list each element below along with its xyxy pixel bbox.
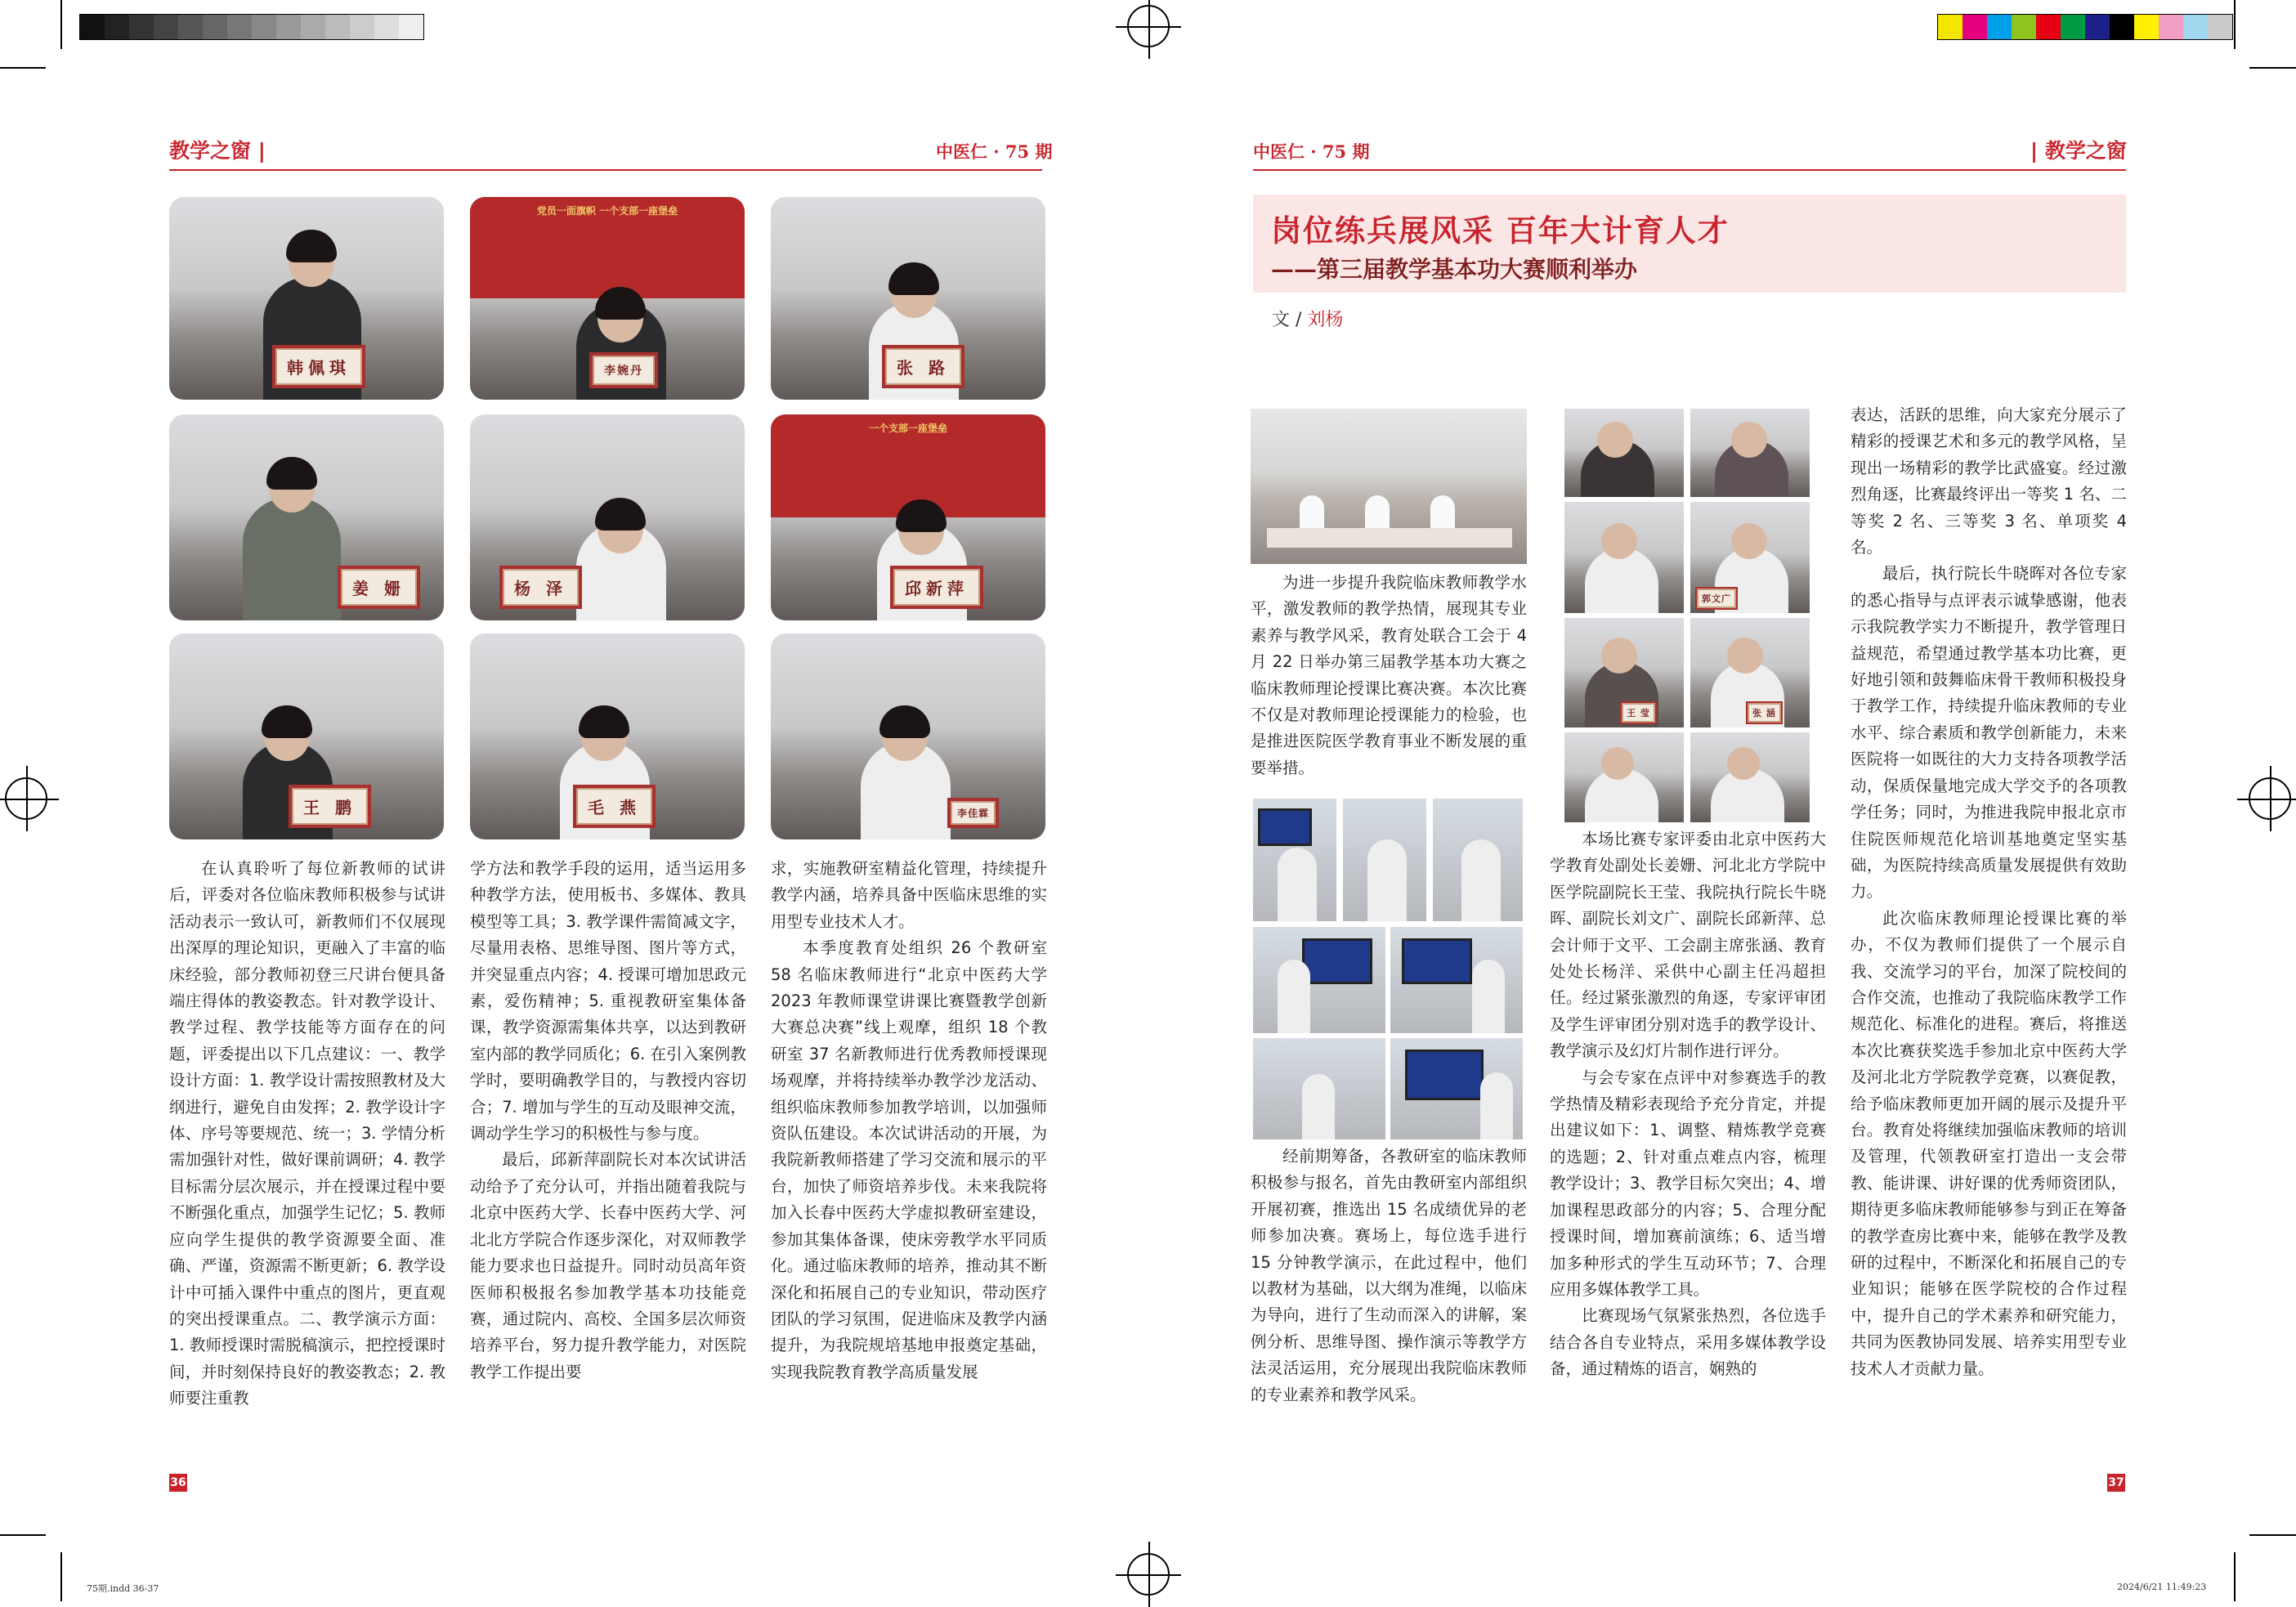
article-title: 岗位练兵展风采 百年大计育人才: [1271, 213, 1730, 248]
photo-judge-6: [1690, 618, 1810, 727]
photo-lecturer-4: [169, 414, 444, 620]
left-text-column-1: [169, 856, 445, 1412]
photo-lecturer-1: [169, 197, 444, 400]
photo-lecturer-6: [771, 414, 1045, 620]
left-text-column-3: [771, 856, 1047, 1385]
photo-classroom: [1251, 409, 1527, 564]
left-section-title: 教学之窗 |: [169, 139, 266, 163]
photo-lecturer-2: [470, 197, 745, 400]
photo-speaker-5: [1390, 927, 1523, 1033]
photo-judge-4: [1690, 502, 1810, 613]
paragraph: 最后，邱新萍副院长对本次试讲活动给予了充分认可，并指出随着我院与北京中医药大学、长春中医药大学、河北北方学院合作逐步深化，对双师教学能力要求也日益提升。同时动员高年资医师积极报名参加教学基本功技能竞赛，通过院内、高校、全国多层次师资培养平台，努力提升教学能力，对医院教学工作提出要: [470, 1150, 746, 1381]
registration-mark-top: [1127, 5, 1170, 47]
crop-mark: [60, 1552, 62, 1601]
photo-speaker-3: [1433, 799, 1523, 921]
crop-mark: [2249, 1534, 2296, 1536]
nameplate: 姜 姗: [341, 569, 417, 606]
party-banner-text: 党员一面旗帜 一个支部一座堡垒: [536, 205, 678, 217]
nameplate: 王 鹏: [292, 788, 368, 825]
photo-speaker-2: [1343, 799, 1426, 921]
nameplate: 李佳霖: [951, 801, 996, 825]
nameplate: 杨 泽: [503, 569, 579, 606]
photo-speaker-6: [1253, 1038, 1385, 1139]
paragraph: 此次临床教师理论授课比赛的举办，不仅为教师们提供了一个展示自我、交流学习的平台，加深了院校间的合作交流，也推动了我院临床教学工作规范化、标准化的进程。赛后，将推送本次比赛获奖选手参加北京中医药大学及河北北方学院教学竞赛，以赛促教，给予临床教师更加开阔的展示及提升平台。教育处将继续加强临床教师的培训及管理，代领教研室打造出一支会带教、能讲课、讲好课的优秀师资团队，期待更多临床教师能够参与到正在筹备的教学查房比赛中来，能够在教学及教研的过程中，不断深化和拓展自己的专业知识；能够在医学院校的合作过程中，提升自己的学术素养和研究能力，共同为医教协同发展、培养实用型专业技术人才贡献力量。: [1851, 908, 2127, 1378]
nameplate: 李婉丹: [593, 356, 655, 385]
photo-judge-8: [1690, 732, 1810, 822]
crop-mark: [0, 67, 46, 69]
right-header-rule: [1253, 169, 2126, 171]
party-banner-text: 一个支部一座堡垒: [868, 423, 947, 434]
author-prefix: 文 /: [1272, 310, 1308, 330]
article-author: [1272, 306, 1343, 331]
paragraph: 学方法和教学手段的运用，适当运用多种教学方法，使用板书、多媒体、教具模型等工具；3. 教学课件需简减文字，尽量用表格、思维导图、图片等方式，并突显重点内容；4. 授课可增加思政元素，爱伤精神；5. 重视教研室集体备课，教学资源需集体共享，以达到教研室内部的教学同质化；6. 在引入案例教学时，要明确教学目的，与教授内容切合；7. 增加与学生的互动及眼神交流，调动学生学习的积极性与参与度。: [470, 859, 746, 1144]
footer-file-name: 75期.indd 36-37: [87, 1583, 159, 1594]
paragraph: 求，实施教研室精益化管理，持续提升教学内涵，培养具备中医临床思维的实用型专业技术人才。: [771, 859, 1047, 931]
color-calibration-bar: [1937, 14, 2233, 40]
nameplate: 张 路: [885, 348, 961, 385]
left-header-rule: [169, 169, 1042, 171]
paragraph: 表达，活跃的思维，向大家充分展示了精彩的授课艺术和多元的教学风格，呈现出一场精彩的教学比武盛宴。经过激烈角逐，比赛最终评出一等奖 1 名、二等奖 2 名、三等奖 3 名、单项奖 4 名。: [1851, 405, 2127, 557]
paragraph: 为进一步提升我院临床教师教学水平，激发教师的教学热情，展现其专业素养与教学风采，教育处联合工会于 4 月 22 日举办第三届教学基本功大赛之临床教师理论授课比赛决赛。本次比赛不仅是对教师理论授课能力的检验，也是推进医院医学教育事业不断发展的重要举措。: [1251, 573, 1527, 777]
photo-judge-7: [1564, 732, 1684, 822]
left-issue-label: 中医仁 · 75 期: [936, 141, 1053, 162]
right-text-column-2: [1550, 826, 1826, 1383]
crop-mark: [2249, 67, 2296, 69]
right-issue-label: 中医仁 · 75 期: [1253, 141, 1370, 162]
photo-lecturer-8: [470, 633, 745, 839]
author-name: 刘杨: [1307, 310, 1344, 330]
photo-lecturer-7: [169, 633, 444, 839]
photo-lecturer-9: [771, 633, 1045, 839]
right-section-label: 教学之窗: [2044, 139, 2127, 163]
photo-judge-5: [1564, 618, 1684, 727]
nameplate: 张 涵: [1748, 703, 1781, 723]
right-text-column-1: [1251, 570, 1527, 781]
photo-lecturer-3: [771, 197, 1045, 400]
photo-speaker-1: [1253, 799, 1336, 921]
photo-lecturer-5: [470, 414, 745, 620]
paragraph: 本场比赛专家评委由北京中医药大学教育处副处长姜姗、河北北方学院中医学院副院长王莹、我院执行院长牛晓晖、副院长刘文广、副院长邱新萍、总会计师于文平、工会副主席张涵、教育处处长杨洋、采供中心副主任冯超担任。经过紧张激烈的角逐，专家评审团及学生评审团分别对选手的教学设计、教学演示及幻灯片制作进行评分。: [1550, 830, 1826, 1061]
left-text-column-2: [470, 856, 746, 1385]
grayscale-calibration-bar: [79, 14, 424, 40]
crop-mark: [2234, 0, 2236, 49]
footer-timestamp: 2024/6/21 11:49:23: [2117, 1582, 2207, 1592]
right-text-column-3: [1851, 402, 2127, 1382]
photo-speaker-4: [1253, 927, 1385, 1033]
article-title-box: [1253, 195, 2126, 293]
photo-judge-1: [1564, 409, 1684, 497]
paragraph: 比赛现场气氛紧张热烈，各位选手结合各自专业特点，采用多媒体教学设备，通过精炼的语言，娴熟的: [1550, 1306, 1826, 1379]
paragraph: 在认真聆听了每位新教师的试讲后，评委对各位临床教师积极参与试讲活动表示一致认可，新教师们不仅展现出深厚的理论知识，更融入了丰富的临床经验，部分教师初登三尺讲台便具备端庄得体的教姿教态。针对教学设计、教学过程、教学技能等方面存在的问题，评委提出以下几点建议：一、教学设计方面：1. 教学设计需按照教材及大纲进行，避免自由发挥；2. 教学设计字体、序号等要规范、统一；3. 学情分析需加强针对性，做好课前调研；4. 教学目标需分层次展示，并在授课过程中要不断强化重点，加强学生记忆；5. 教师应向学生提供的教学资源要全面、准确、严谨，资源需不断更新；6. 教学设计中可插入课件中重点的图片，更直观的突出授课重点。二、教学演示方面：1. 教师授课时需脱稿演示，把控授课时间，并时刻保持良好的教姿教态；2. 教师要注重教: [169, 859, 445, 1408]
nameplate: 王 莹: [1622, 703, 1655, 723]
left-section-label: 教学之窗: [169, 139, 252, 163]
right-section-title: | 教学之窗: [2030, 139, 2127, 163]
nameplate: 郭文广: [1697, 589, 1736, 608]
nameplate: 邱新萍: [893, 569, 980, 606]
registration-mark-left: [5, 777, 47, 820]
paragraph: 与会专家在点评中对参赛选手的教学热情及精彩表现给予充分肯定，并提出建议如下：1、调整、精炼教学竞赛的选题；2、针对重点难点内容，梳理教学设计；3、教学目标欠突出；4、增加课程思政部分的内容；5、合理分配授课时间，增加赛前演练；6、适当增加多种形式的学生互动环节；7、合理应用多媒体教学工具。: [1550, 1068, 1826, 1299]
registration-mark-bottom: [1127, 1553, 1170, 1596]
right-text-column-1-lower: [1251, 1144, 1527, 1408]
right-page-number: 37: [2107, 1474, 2125, 1492]
registration-mark-right: [2249, 777, 2291, 820]
crop-mark: [2234, 1552, 2236, 1601]
photo-judge-2: [1690, 409, 1810, 497]
nameplate: 毛 燕: [576, 788, 652, 825]
left-page-number: 36: [169, 1474, 187, 1492]
paragraph: 本季度教育处组织 26 个教研室 58 名临床教师进行“北京中医药大学 2023 年教师课堂讲课比赛暨教学创新大赛总决赛”线上观摩，组织 18 个教研室 37 名新教师进行优秀教师授课现场观摩，并将持续举办教学沙龙活动、组织临床教师参加教学培训，以加强师资队伍建设。本次试讲活动的开展，为我院新教师搭建了学习交流和展示的平台，加快了师资培养步伐。未来我院将加入长春中医药大学虚拟教研室建设，参加其集体备课，使床旁教学水平同质化。通过临床教师的培养，推动其不断深化和拓展自己的专业知识，带动医疗团队的学习氛围，促进临床及教学内涵提升，为我院规培基地申报奠定基础，实现我院教育教学高质量发展: [771, 938, 1047, 1381]
article-subtitle: ——第三届教学基本功大赛顺利举办: [1271, 256, 1638, 283]
crop-mark: [60, 0, 62, 49]
photo-speaker-7: [1390, 1038, 1523, 1139]
paragraph: 经前期筹备，各教研室的临床教师积极参与报名，首先由教研室内部组织开展初赛，推选出 15 名成绩优异的老师参加决赛。赛场上，每位选手进行 15 分钟教学演示，在此过程中，他们以教材为基础，以大纲为准绳，以临床为导向，进行了生动而深入的讲解，案例分析、思维导图、操作演示等教学方法灵活运用，充分展现出我院临床教师的专业素养和教学风采。: [1251, 1147, 1527, 1404]
photo-judge-3: [1564, 502, 1684, 613]
crop-mark: [0, 1534, 46, 1536]
paragraph: 最后，执行院长牛晓晖对各位专家的悉心指导与点评表示诚挚感谢，他表示我院教学实力不断提升，教学管理日益规范，希望通过教学基本功比赛，更好地引领和鼓舞临床骨干教师积极投身于教学工作，持续提升临床教师的专业水平、综合素质和教学创新能力，未来医院将一如既往的大力支持各项教学活动，保质保量地完成大学交予的各项教学任务；同时，为推进我院申报北京市住院医师规范化培训基地奠定坚实基础，为医院持续高质量发展提供有效助力。: [1851, 564, 2127, 902]
nameplate: 韩佩琪: [275, 348, 362, 385]
